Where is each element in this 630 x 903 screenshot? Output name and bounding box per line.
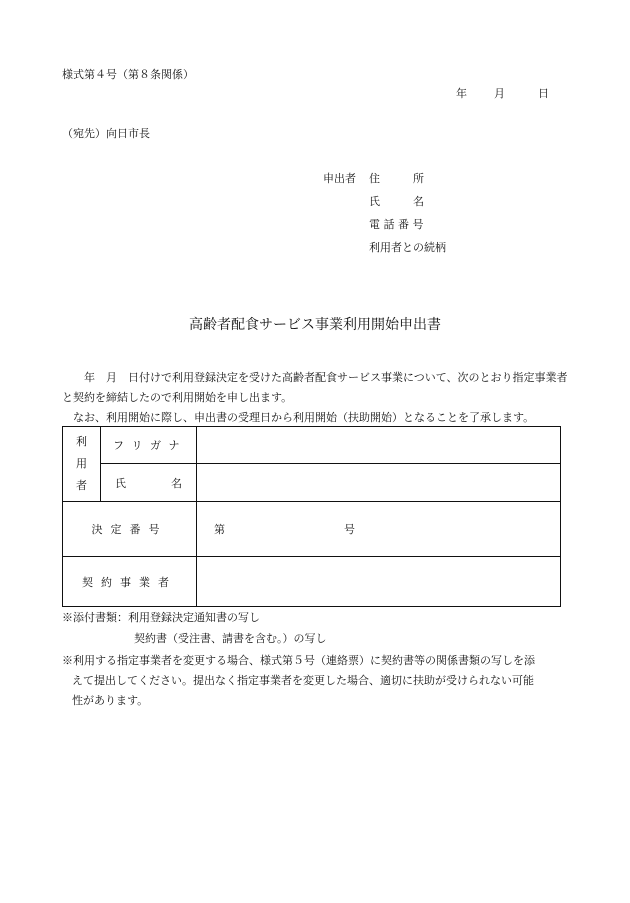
contractor-label: 契約事業者 [63, 557, 197, 607]
document-title: 高齢者配食サービス事業利用開始申出書 [189, 317, 441, 333]
user-label-cell [63, 427, 101, 502]
attachments-note: ※添付書類：利用登録決定通知書の写し [62, 611, 260, 624]
name-label-cell [101, 464, 197, 502]
decision-number-suffix: 号 [344, 523, 355, 536]
furigana-value-cell[interactable] [197, 427, 561, 464]
attachments-note-line2: 契約書（受注書、請書を含む。）の写し [134, 632, 327, 645]
name-value-cell[interactable] [197, 464, 561, 502]
change-note-line2: えて提出してください。提出なく指定事業者を変更した場合、適切に扶助が受けられない可能 [72, 674, 534, 687]
date-line [456, 88, 549, 99]
applicant-field-name: 氏 名 [369, 195, 424, 208]
applicant-field-phone: 電 話 番 号 [369, 218, 424, 231]
applicant-field-address: 住 所 [369, 172, 424, 185]
date-month-label: 月 [494, 87, 505, 100]
furigana-label: フ リ ガ ナ [101, 427, 197, 464]
change-note: ※利用する指定事業者を変更する場合、様式第５号（連絡票）に契約書等の関係書類の写しを添 [62, 654, 535, 667]
name-label [101, 475, 196, 491]
date-day-label: 日 [538, 87, 549, 100]
user-label-char: 利 [76, 435, 87, 448]
date-year-label: 年 [456, 87, 467, 100]
body-paragraph-2: なお、利用開始に際し、申出書の受理日から利用開始（扶助開始）となることを了承します。 [73, 411, 535, 424]
user-label-char: 者 [76, 479, 87, 492]
addressee: （宛先）向日市長 [62, 127, 150, 140]
decision-number-prefix: 第 [214, 523, 225, 536]
application-table [62, 426, 561, 607]
contractor-value-cell[interactable] [197, 557, 561, 607]
applicant-label: 申出者 [323, 172, 356, 185]
name-label-b: 名 [171, 476, 182, 490]
decision-number-value-cell[interactable] [197, 502, 561, 557]
user-label-char: 用 [76, 457, 87, 470]
decision-number-label: 決定番号 [63, 502, 197, 557]
applicant-field-relationship: 利用者との続柄 [369, 241, 446, 254]
body-paragraph-1: 年 月 日付けで利用登録決定を受けた高齢者配食サービス事業について、次のとおり指定事業者と契約を締結したので利用開始を申し出ます。 [62, 371, 568, 404]
change-note-line3: 性があります。 [72, 694, 149, 707]
name-label-a: 氏 [115, 476, 126, 490]
form-number: 様式第４号（第８条関係） [62, 68, 194, 81]
